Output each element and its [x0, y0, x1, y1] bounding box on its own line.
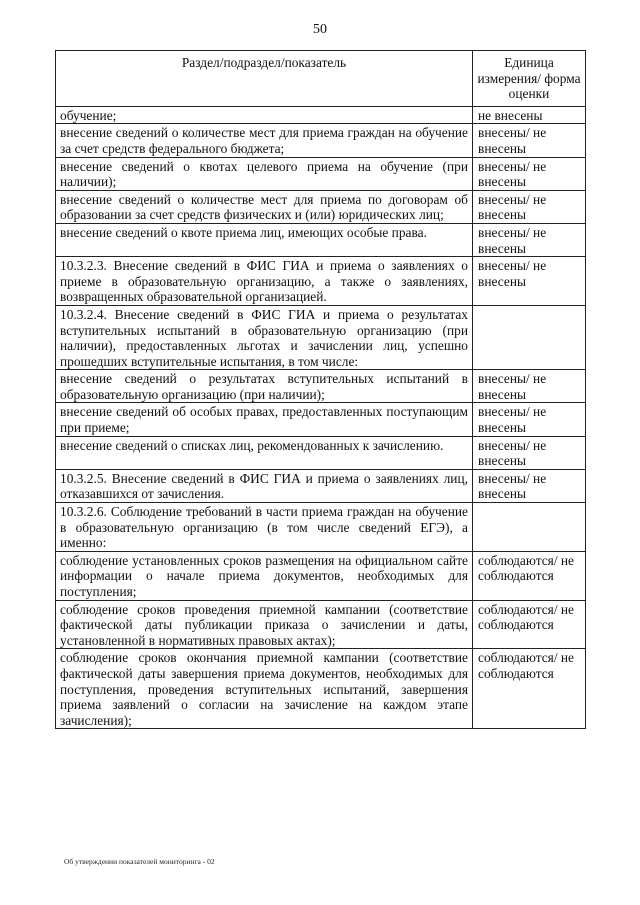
unit-cell: внесены/ не внесены — [473, 403, 586, 436]
header-indicator: Раздел/подраздел/показатель — [56, 51, 473, 107]
table-header-row — [56, 51, 586, 107]
table-row — [56, 403, 586, 436]
table-row — [56, 436, 586, 469]
indicator-cell: внесение сведений о квоте приема лиц, имеющих особые права. — [56, 223, 473, 256]
indicator-cell: соблюдение установленных сроков размещения на официальном сайте информации о начале приема документов, необходимых для поступления; — [56, 551, 473, 600]
unit-cell: не внесены — [473, 106, 586, 124]
indicator-cell: 10.3.2.4. Внесение сведений в ФИС ГИА и приема о результатах вступительных испытаний в образовательную организацию (при наличии), предоставленных льготах и зачислении лиц, успешно прошедших вступительные испытания, в том числе: — [56, 305, 473, 369]
table-row — [56, 157, 586, 190]
indicator-cell: 10.3.2.6. Соблюдение требований в части приема граждан на обучение в образовательную организацию (в том числе сведений ЕГЭ), а именно: — [56, 503, 473, 552]
indicator-cell: внесение сведений о количестве мест для приема граждан на обучение за счет средств федерального бюджета; — [56, 124, 473, 157]
indicators-table — [55, 50, 586, 729]
table-row — [56, 551, 586, 600]
indicator-cell: внесение сведений об особых правах, предоставленных поступающим при приеме; — [56, 403, 473, 436]
page-number: 50 — [313, 22, 327, 37]
table-row — [56, 503, 586, 552]
indicator-cell: 10.3.2.3. Внесение сведений в ФИС ГИА и приема о заявлениях о приеме в образовательную организацию, а также о заявлениях, возвращенных образовательной организацией. — [56, 257, 473, 306]
table-row — [56, 106, 586, 124]
table-row — [56, 469, 586, 502]
indicator-cell: внесение сведений о списках лиц, рекомендованных к зачислению. — [56, 436, 473, 469]
unit-cell: внесены/ не внесены — [473, 370, 586, 403]
unit-cell: соблюдаются/ не соблюдаются — [473, 600, 586, 649]
unit-cell: внесены/ не внесены — [473, 223, 586, 256]
unit-cell: внесены/ не внесены — [473, 190, 586, 223]
unit-cell: соблюдаются/ не соблюдаются — [473, 649, 586, 729]
unit-cell — [473, 503, 586, 552]
table-row — [56, 600, 586, 649]
indicator-cell: обучение; — [56, 106, 473, 124]
unit-cell: внесены/ не внесены — [473, 124, 586, 157]
indicator-cell: внесение сведений о квотах целевого приема на обучение (при наличии); — [56, 157, 473, 190]
unit-cell: внесены/ не внесены — [473, 436, 586, 469]
unit-cell — [473, 305, 586, 369]
table-row — [56, 124, 586, 157]
indicator-cell: внесение сведений о результатах вступительных испытаний в образовательную организацию (при наличии); — [56, 370, 473, 403]
header-unit: Единица измерения/ форма оценки — [473, 51, 586, 107]
table-row — [56, 257, 586, 306]
table-row — [56, 649, 586, 729]
table-row — [56, 223, 586, 256]
page-footer: Об утверждении показателей мониторинга - 02 — [64, 857, 215, 866]
table-row — [56, 370, 586, 403]
table-row — [56, 190, 586, 223]
table-row — [56, 305, 586, 369]
indicator-cell: 10.3.2.5. Внесение сведений в ФИС ГИА и приема о заявлениях лиц, отказавшихся от зачисления. — [56, 469, 473, 502]
indicator-cell: соблюдение сроков проведения приемной кампании (соответствие фактической даты публикации приказа о зачислении и даты, установленной в нормативных правовых актах); — [56, 600, 473, 649]
unit-cell: внесены/ не внесены — [473, 257, 586, 306]
unit-cell: внесены/ не внесены — [473, 157, 586, 190]
unit-cell: внесены/ не внесены — [473, 469, 586, 502]
unit-cell: соблюдаются/ не соблюдаются — [473, 551, 586, 600]
indicator-cell: внесение сведений о количестве мест для приема по договорам об образовании за счет средств физических и (или) юридических лиц; — [56, 190, 473, 223]
indicator-cell: соблюдение сроков окончания приемной кампании (соответствие фактической даты завершения приема документов, необходимых для поступления, проведения вступительных испытаний, завершения приема заявлений о согласии на зачисление на каждом этапе зачисления); — [56, 649, 473, 729]
